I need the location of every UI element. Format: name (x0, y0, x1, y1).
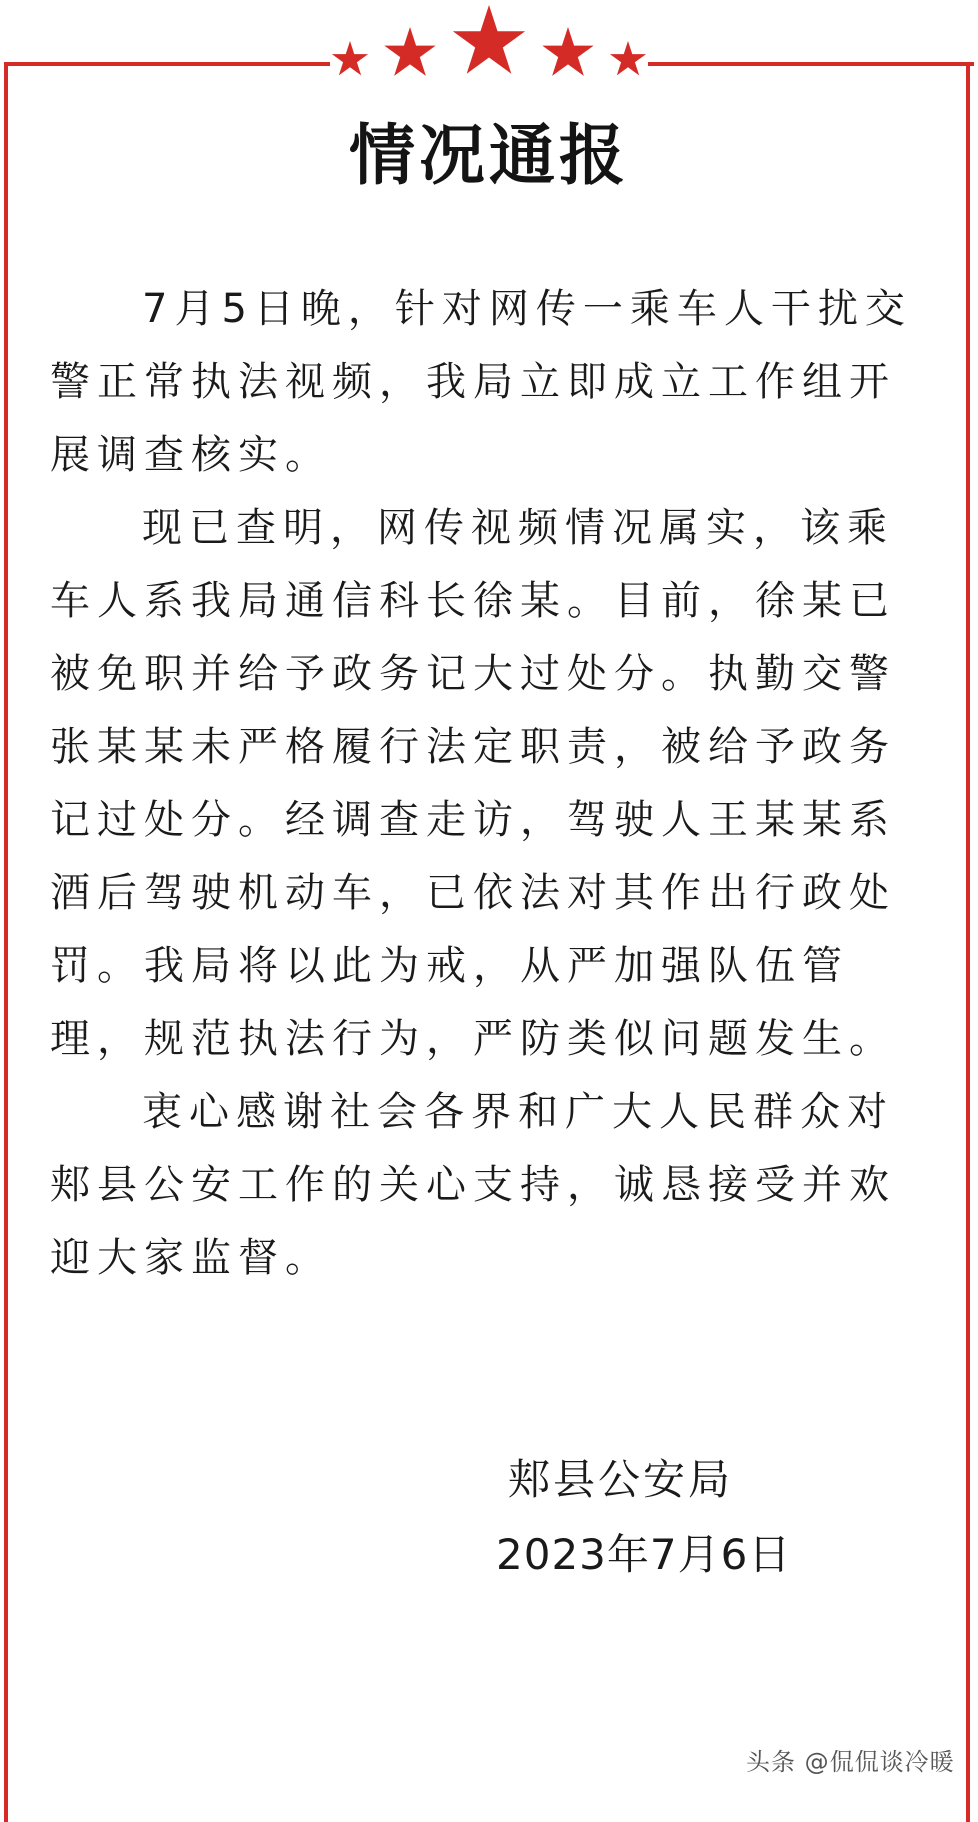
signature-organization: 郏县公安局 (508, 1455, 734, 1504)
paragraph-1: 7月5日晚，针对网传一乘车人干扰交警正常执法视频，我局立即成立工作组开展调查核实。 (50, 286, 912, 478)
red-star-icon (610, 41, 646, 75)
star-row (330, 4, 648, 86)
document-title: 情况通报 (349, 117, 629, 194)
red-star-icon (542, 27, 593, 76)
signature-date: 2023年7月6日 (496, 1530, 792, 1579)
paragraph-3: 衷心感谢社会各界和广大人民群众对郏县公安工作的关心支持，诚恳接受并欢迎大家监督。 (50, 1089, 896, 1281)
watermark: 头条 @侃侃谈冷暖 (746, 1748, 955, 1776)
top-border-right (648, 62, 974, 66)
document-body (50, 273, 928, 1295)
red-star-icon (384, 27, 435, 76)
paragraph-2: 现已查明，网传视频情况属实，该乘车人系我局通信科长徐某。目前，徐某已被免职并给予政务记大过处分。执勤交警张某某未严格履行法定职责，被给予政务记过处分。经调查走访，驾驶人王某某系酒后驾驶机动车，已依法对其作出行政处罚。我局将以此为戒，从严加强队伍管理，规范执法行为，严防类似问题发生。 (50, 505, 896, 1062)
top-border-left (4, 62, 330, 66)
red-star-icon (453, 5, 525, 74)
red-star-icon (332, 41, 368, 75)
